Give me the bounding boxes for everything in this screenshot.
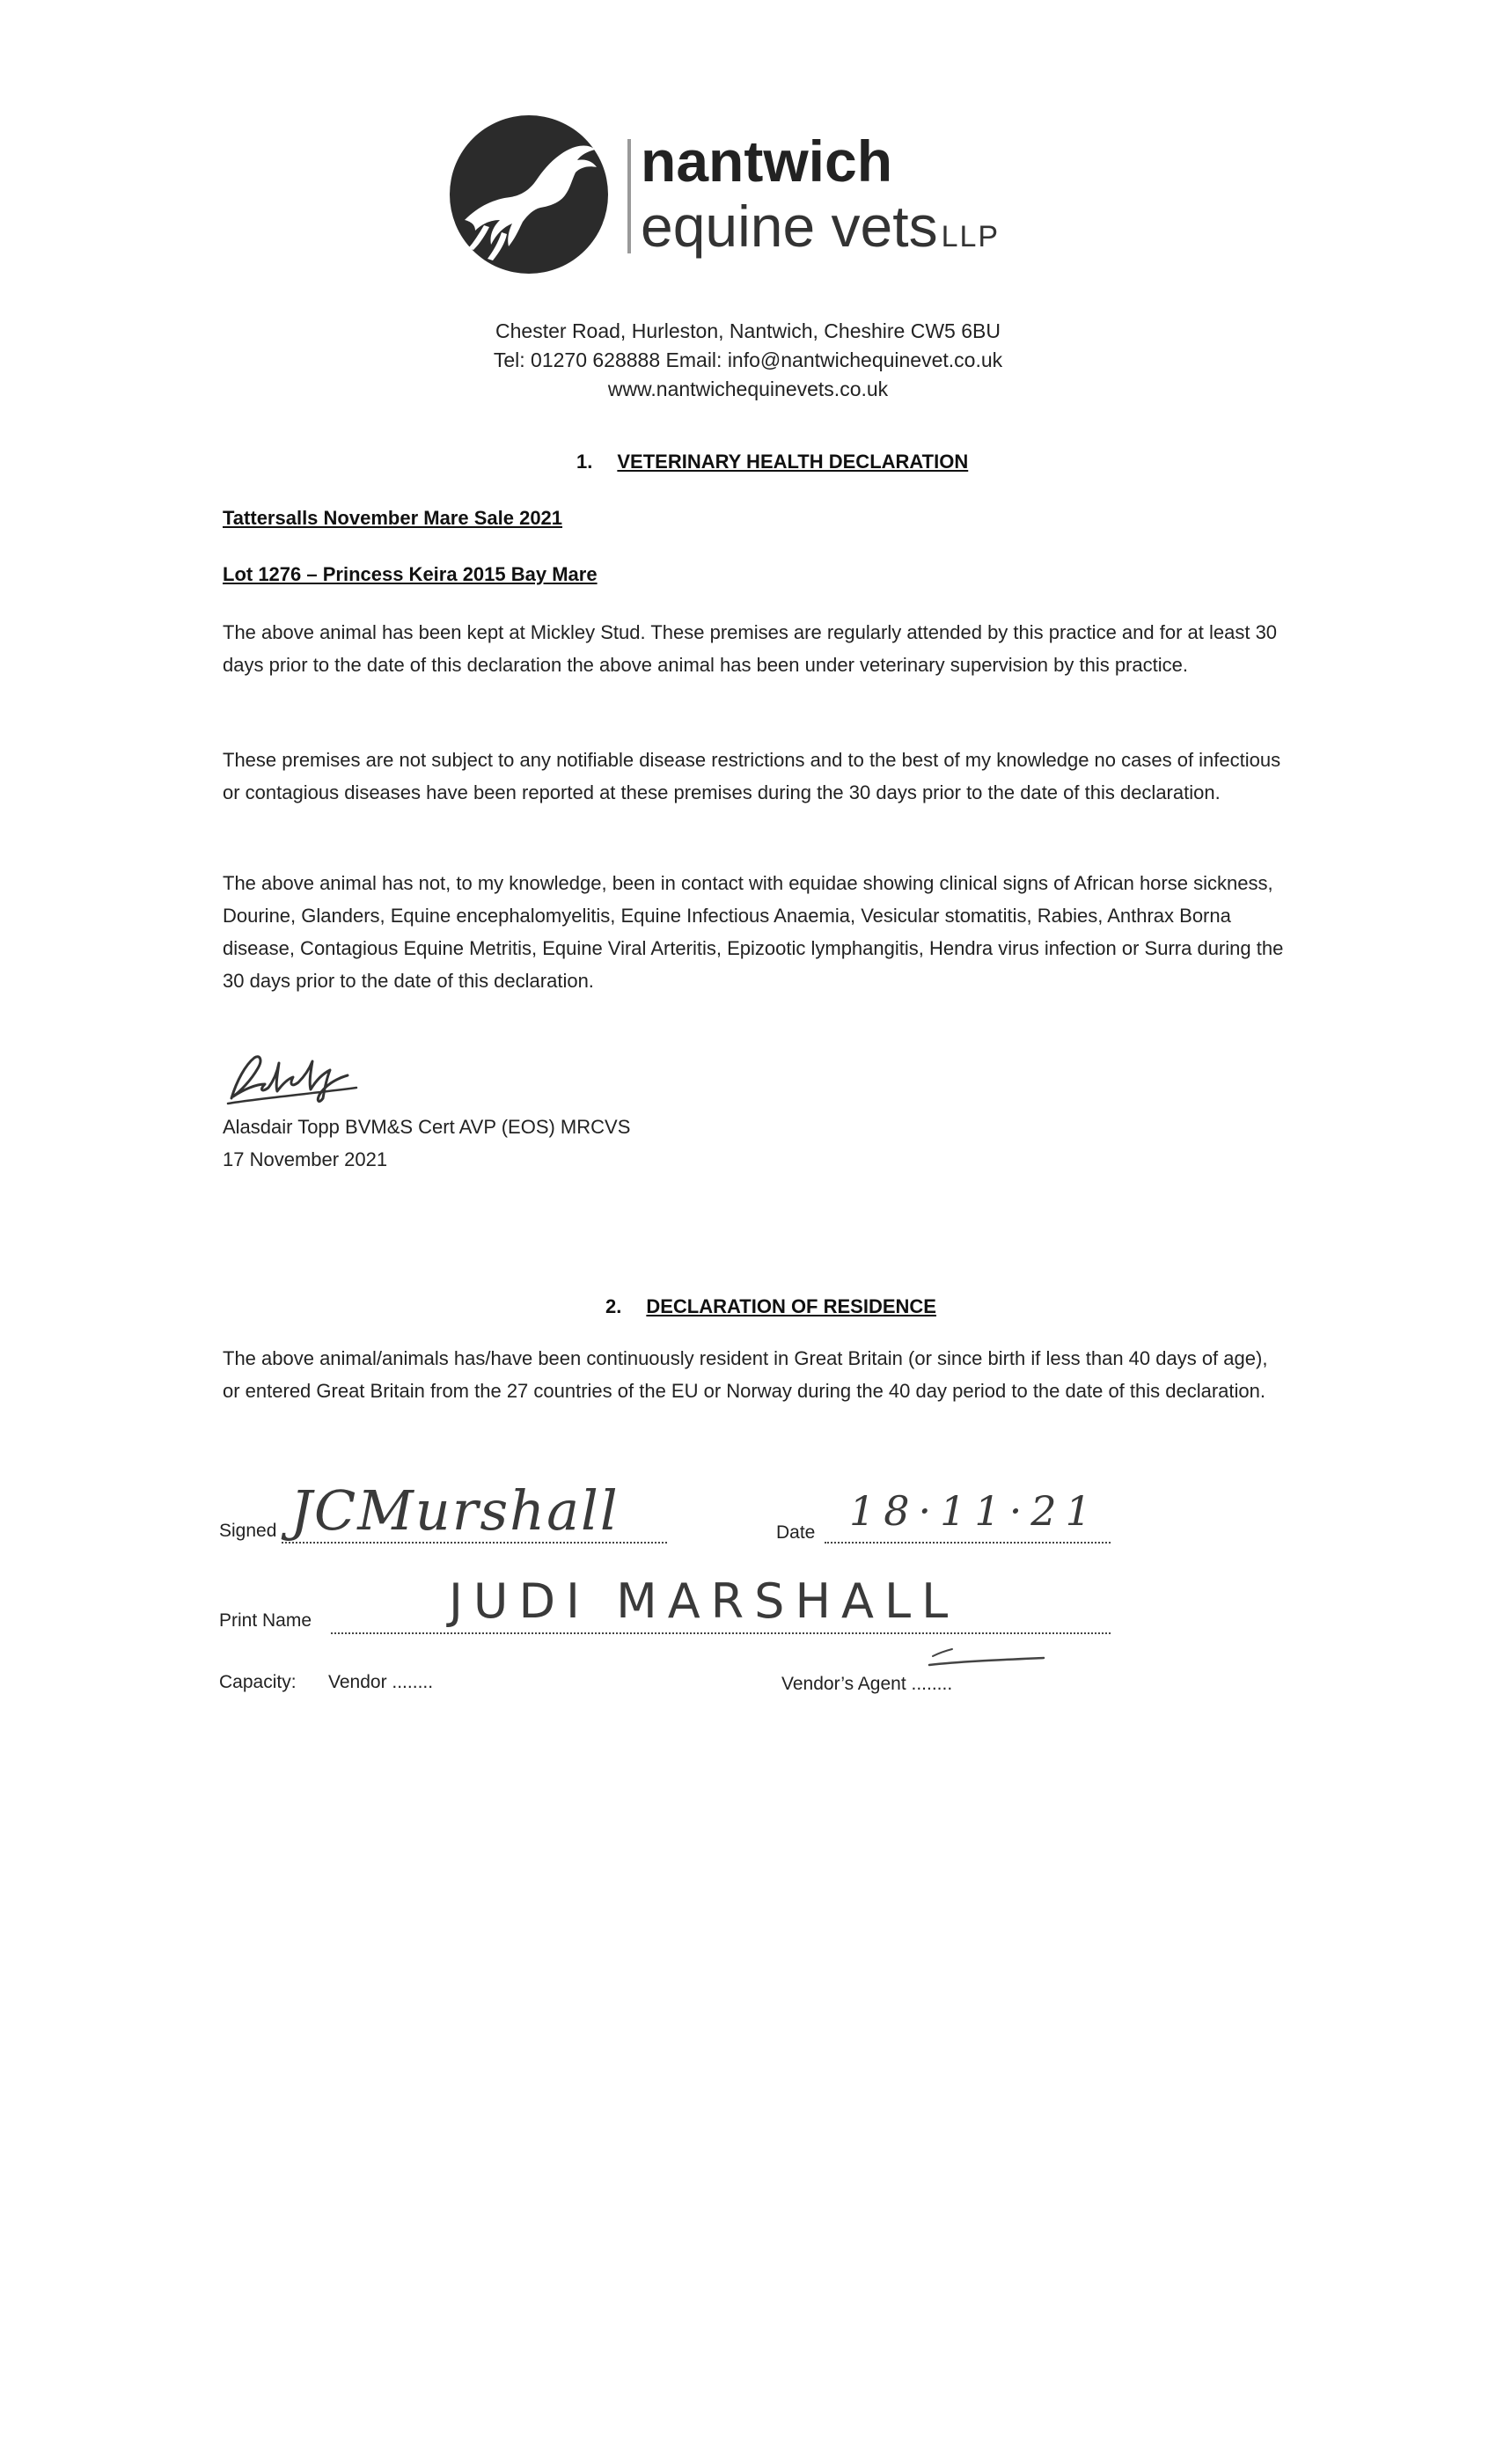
paragraph-residence: The above animal/animals has/have been continuously resident in Great Britain (or since birth if less than 40 days of age), or entered Great Britain from the 27 countries of the EU or Norway during the 40 day period to the date of this declaration. bbox=[223, 1347, 1268, 1402]
logo-divider bbox=[627, 139, 631, 253]
horse-jumping-icon bbox=[449, 114, 609, 275]
agent-pen-mark bbox=[924, 1644, 1047, 1670]
logo-name: nantwich bbox=[641, 128, 893, 194]
print-name-dotted-line[interactable] bbox=[331, 1632, 1111, 1634]
section2-number: 2. bbox=[605, 1295, 622, 1317]
capacity-vendor-option[interactable]: Vendor ........ bbox=[328, 1672, 434, 1692]
letterhead-logo bbox=[449, 113, 1047, 271]
section1-title: VETERINARY HEALTH DECLARATION bbox=[617, 451, 969, 473]
paragraph-disease-contact: The above animal has not, to my knowledge, been in contact with equidae showing clinical signs of African horse sickness, Dourine, Glanders, Equine encephalomyelitis, Equine Infectious Anaemia, Vesicular stomatitis, Rabies, Anthrax Borna disease, Contagious Equine Metritis, Equine Viral Arteritis, Epizootic lymphangitis, Hendra virus infection or Surra during the 30 days prior to the date of this declaration. bbox=[223, 872, 1284, 992]
print-name-handwritten-value: JUDI MARSHALL bbox=[449, 1573, 959, 1629]
section1-number: 1. bbox=[576, 451, 593, 473]
print-name-label: Print Name bbox=[219, 1610, 312, 1631]
letterhead-address bbox=[0, 317, 1496, 404]
signed-label: Signed bbox=[219, 1521, 277, 1541]
date-handwritten-value: 18·11·21 bbox=[849, 1487, 1100, 1535]
vet-signer-name: Alasdair Topp BVM&S Cert AVP (EOS) MRCVS bbox=[223, 1116, 631, 1138]
vet-signature bbox=[224, 1045, 365, 1109]
contact-line: Tel: 01270 628888 Email: info@nantwichequinevet.co.uk bbox=[493, 348, 1003, 371]
paragraph-supervision: The above animal has been kept at Mickley Stud. These premises are regularly attended by this practice and for at least 30 days prior to the date of this declaration the above animal has been under veterinary supervision by this practice. bbox=[223, 621, 1278, 676]
logo-subtitle bbox=[641, 194, 1001, 259]
address-line: Chester Road, Hurleston, Nantwich, Cheshire CW5 6BU bbox=[495, 319, 1001, 342]
vet-signer-block bbox=[223, 1111, 630, 1176]
date-dotted-line[interactable] bbox=[825, 1542, 1111, 1544]
section2-heading bbox=[605, 1295, 936, 1318]
logo-suffix: LLP bbox=[941, 220, 1001, 253]
lot-title: Lot 1276 – Princess Keira 2015 Bay Mare bbox=[223, 563, 598, 585]
section2-title: DECLARATION OF RESIDENCE bbox=[646, 1295, 936, 1317]
website-line: www.nantwichequinevets.co.uk bbox=[607, 378, 889, 400]
signed-handwritten-value: JCMurshall bbox=[290, 1478, 620, 1543]
capacity-agent-option[interactable]: Vendor’s Agent ........ bbox=[781, 1674, 953, 1694]
capacity-label: Capacity: bbox=[219, 1672, 297, 1692]
vet-signer-date: 17 November 2021 bbox=[223, 1148, 388, 1170]
logo-sub-text: equine vets bbox=[641, 194, 938, 259]
date-label: Date bbox=[776, 1522, 816, 1543]
paragraph-restrictions: These premises are not subject to any notifiable disease restrictions and to the best of my knowledge no cases of infectious or contagious diseases have been reported at these premises during the 30 days prior to the date of this declaration. bbox=[223, 749, 1281, 803]
section1-heading bbox=[576, 451, 968, 473]
sale-title: Tattersalls November Mare Sale 2021 bbox=[223, 507, 563, 529]
